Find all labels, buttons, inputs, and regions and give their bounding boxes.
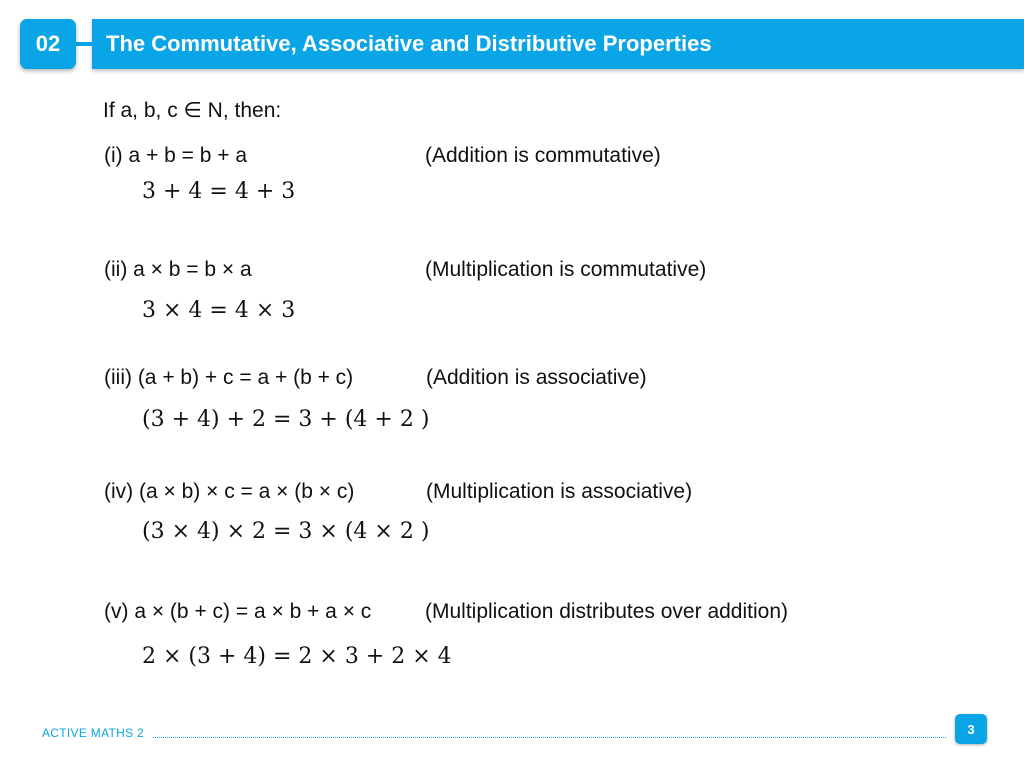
page-title: The Commutative, Associative and Distributive Properties <box>106 31 712 56</box>
property-3-description: (Addition is associative) <box>426 366 647 389</box>
property-2-example: 3 × 4 = 4 × 3 <box>142 298 296 323</box>
property-4-rule: (iv) (a × b) × c = a × (b × c) <box>104 480 355 503</box>
property-5-description: (Multiplication distributes over addition) <box>425 600 788 623</box>
section-number-badge: 02 <box>20 19 76 69</box>
property-4-description: (Multiplication is associative) <box>426 480 693 503</box>
property-3-rule: (iii) (a + b) + c = a + (b + c) <box>104 366 354 389</box>
property-1-description: (Addition is commutative) <box>425 144 661 167</box>
property-1-rule: (i) a + b = b + a <box>104 144 248 167</box>
property-5-example: 2 × (3 + 4) = 2 × 3 + 2 × 4 <box>142 644 452 669</box>
property-5-rule: (v) a × (b + c) = a × b + a × c <box>104 600 372 623</box>
footer-label: ACTIVE MATHS 2 <box>42 726 144 740</box>
property-4-example: (3 × 4) × 2 = 3 × (4 × 2 ) <box>142 519 430 544</box>
property-2-description: (Multiplication is commutative) <box>425 258 707 281</box>
intro-text: If a, b, c ∈ N, then: <box>103 99 282 122</box>
page-number-badge: 3 <box>955 714 987 744</box>
property-3-example: (3 + 4) + 2 = 3 + (4 + 2 ) <box>142 407 430 432</box>
property-1-example: 3 + 4 = 4 + 3 <box>142 179 296 204</box>
footer-divider <box>153 737 946 738</box>
property-2-rule: (ii) a × b = b × a <box>104 258 252 281</box>
